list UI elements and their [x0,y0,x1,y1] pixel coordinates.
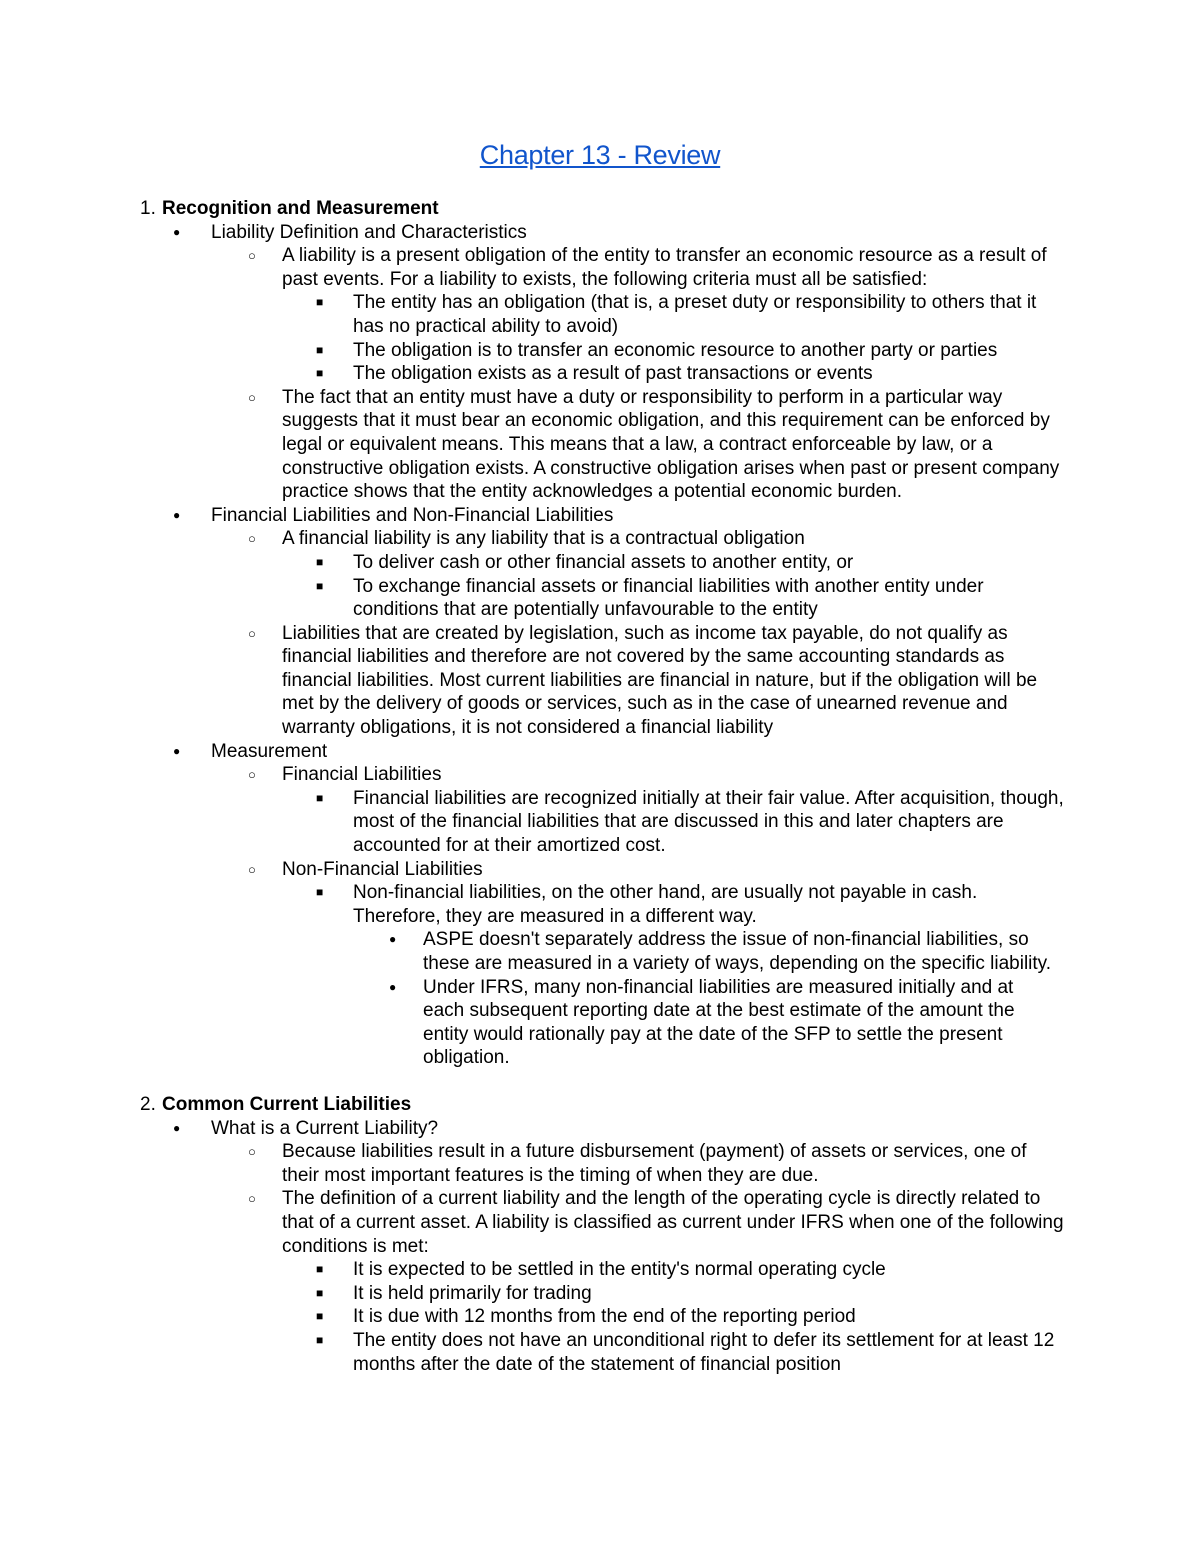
square-bullet-icon: ■ [316,1285,324,1300]
hollow-circle-bullet-icon: ○ [248,1191,256,1207]
list-item [0,244,1200,291]
filled-circle-bullet-icon: ● [173,743,181,758]
list-item [0,858,1200,882]
list-item-text: Financial Liabilities [282,764,442,786]
list-item-text: The fact that an entity must have a duty or responsibility to perform in a particular way suggests that it must bear an economic obligation, and this requirement can be enforced by legal or equivalent means. This means that a law, a contract enforceable by law, or a constructive obligation exists. A constructive obligation arises when past or present company practice shows that the entity acknowledges a potential economic burden. [282,386,1060,503]
list-item [0,622,1200,740]
section-title: Recognition and Measurement [162,198,439,219]
list-item [0,575,1200,622]
square-bullet-icon: ■ [316,1262,324,1277]
hollow-circle-bullet-icon: ○ [248,1144,256,1160]
square-bullet-icon: ■ [316,554,324,569]
list-item [0,881,1200,928]
list-item [0,1117,1200,1141]
square-bullet-icon: ■ [316,1332,324,1347]
list-item-text: A liability is a present obligation of the entity to transfer an economic resource as a result of past events. For a liability to exists, the following criteria must all be satisfied: [282,245,1047,290]
list-item-text: It is held primarily for trading [353,1282,592,1304]
document-title: Chapter 13 - Review [479,140,721,170]
list-item-text: To deliver cash or other financial assets to another entity, or [353,551,854,573]
section-title: Common Current Liabilities [162,1093,412,1115]
list-item [0,1140,1200,1187]
list-item-text: Liabilities that are created by legislation, such as income tax payable, do not qualify as financial liabilities and therefore are not covered by the same accounting standards as financial liabilities. Most current liabilities are financial in nature, but if the obligation will be met by the delivery of goods or services, such as in the case of unearned revenue and warranty obligations, it is not considered a financial liability [282,622,1038,739]
list-item-text: Under IFRS, many non-financial liabilities are measured initially and at each subsequent reporting date at the best estimate of the amount the entity would rationally pay at the date of the SFP to settle the present obligation. [423,976,1015,1069]
hollow-circle-bullet-icon: ○ [248,389,256,405]
list-item [0,1305,1200,1329]
list-item [0,527,1200,551]
hollow-circle-bullet-icon: ○ [248,767,256,783]
list-item [0,1282,1200,1306]
list-item-text: Non-Financial Liabilities [282,858,483,880]
list-item-text: The obligation exists as a result of past transactions or events [353,363,873,385]
square-bullet-icon: ■ [316,578,324,593]
section-heading [0,1093,1200,1117]
section-number: 2. [140,1093,156,1115]
square-bullet-icon: ■ [316,790,324,805]
document-body [0,197,1200,1376]
filled-circle-bullet-icon: ● [173,1120,181,1135]
list-item-text: The entity has an obligation (that is, a preset duty or responsibility to others that it has no practical ability to avoid) [353,292,1037,337]
square-bullet-icon: ■ [316,1309,324,1324]
list-item-text: What is a Current Liability? [211,1117,439,1139]
hollow-circle-bullet-icon: ○ [248,625,256,641]
filled-circle-bullet-icon: ● [173,224,181,239]
list-item-text: Financial liabilities are recognized initially at their fair value. After acquisition, though, most of the financial liabilities that are discussed in this and later chapters are accounted for at their amortized cost. [353,787,1064,857]
section-number: 1. [140,198,156,219]
list-item-text: Measurement [211,740,328,762]
list-item-text: Liability Definition and Characteristics [211,221,527,243]
list-item [0,1329,1200,1376]
list-item [0,928,1200,975]
filled-circle-bullet-icon: ● [389,979,397,994]
filled-circle-bullet-icon: ● [389,932,397,947]
list-item-text: It is expected to be settled in the entity's normal operating cycle [353,1259,886,1281]
square-bullet-icon: ■ [316,342,324,357]
section-spacer [0,1070,1200,1093]
list-item [0,1187,1200,1258]
list-item [0,386,1200,504]
square-bullet-icon: ■ [316,295,324,310]
list-item [0,763,1200,787]
list-item [0,551,1200,575]
list-item [0,504,1200,528]
list-item [0,221,1200,245]
list-item-text: The obligation is to transfer an economic resource to another party or parties [353,339,998,361]
list-item-text: A financial liability is any liability that is a contractual obligation [282,528,805,550]
list-item-text: It is due with 12 months from the end of the reporting period [353,1306,856,1328]
square-bullet-icon: ■ [316,885,324,900]
square-bullet-icon: ■ [316,366,324,381]
list-item-text: Non-financial liabilities, on the other hand, are usually not payable in cash. Therefore, they are measured in a different way. [353,882,978,927]
list-item-text: To exchange financial assets or financial liabilities with another entity under conditions that are potentially unfavourable to the entity [353,575,984,621]
list-item-text: ASPE doesn't separately address the issue of non-financial liabilities, so these are measured in a variety of ways, depending on the specific liability. [423,929,1052,974]
list-item-text: The entity does not have an unconditional right to defer its settlement for at least 12 months after the date of the statement of financial position [353,1329,1055,1375]
list-item-text: Because liabilities result in a future disbursement (payment) of assets or services, one of their most important features is the timing of when they are due. [282,1141,1027,1186]
list-item [0,291,1200,338]
list-item-text: The definition of a current liability and the length of the operating cycle is directly related to that of a current asset. A liability is classified as current under IFRS when one of the following conditions is met: [282,1188,1064,1257]
hollow-circle-bullet-icon: ○ [248,248,256,264]
hollow-circle-bullet-icon: ○ [248,531,256,547]
filled-circle-bullet-icon: ● [173,507,181,522]
list-item [0,339,1200,363]
list-item [0,787,1200,858]
hollow-circle-bullet-icon: ○ [248,861,256,877]
list-item [0,1258,1200,1282]
list-item-text: Financial Liabilities and Non-Financial Liabilities [211,504,614,526]
section-heading [0,197,1200,221]
list-item [0,976,1200,1070]
list-item [0,740,1200,764]
list-item [0,362,1200,386]
